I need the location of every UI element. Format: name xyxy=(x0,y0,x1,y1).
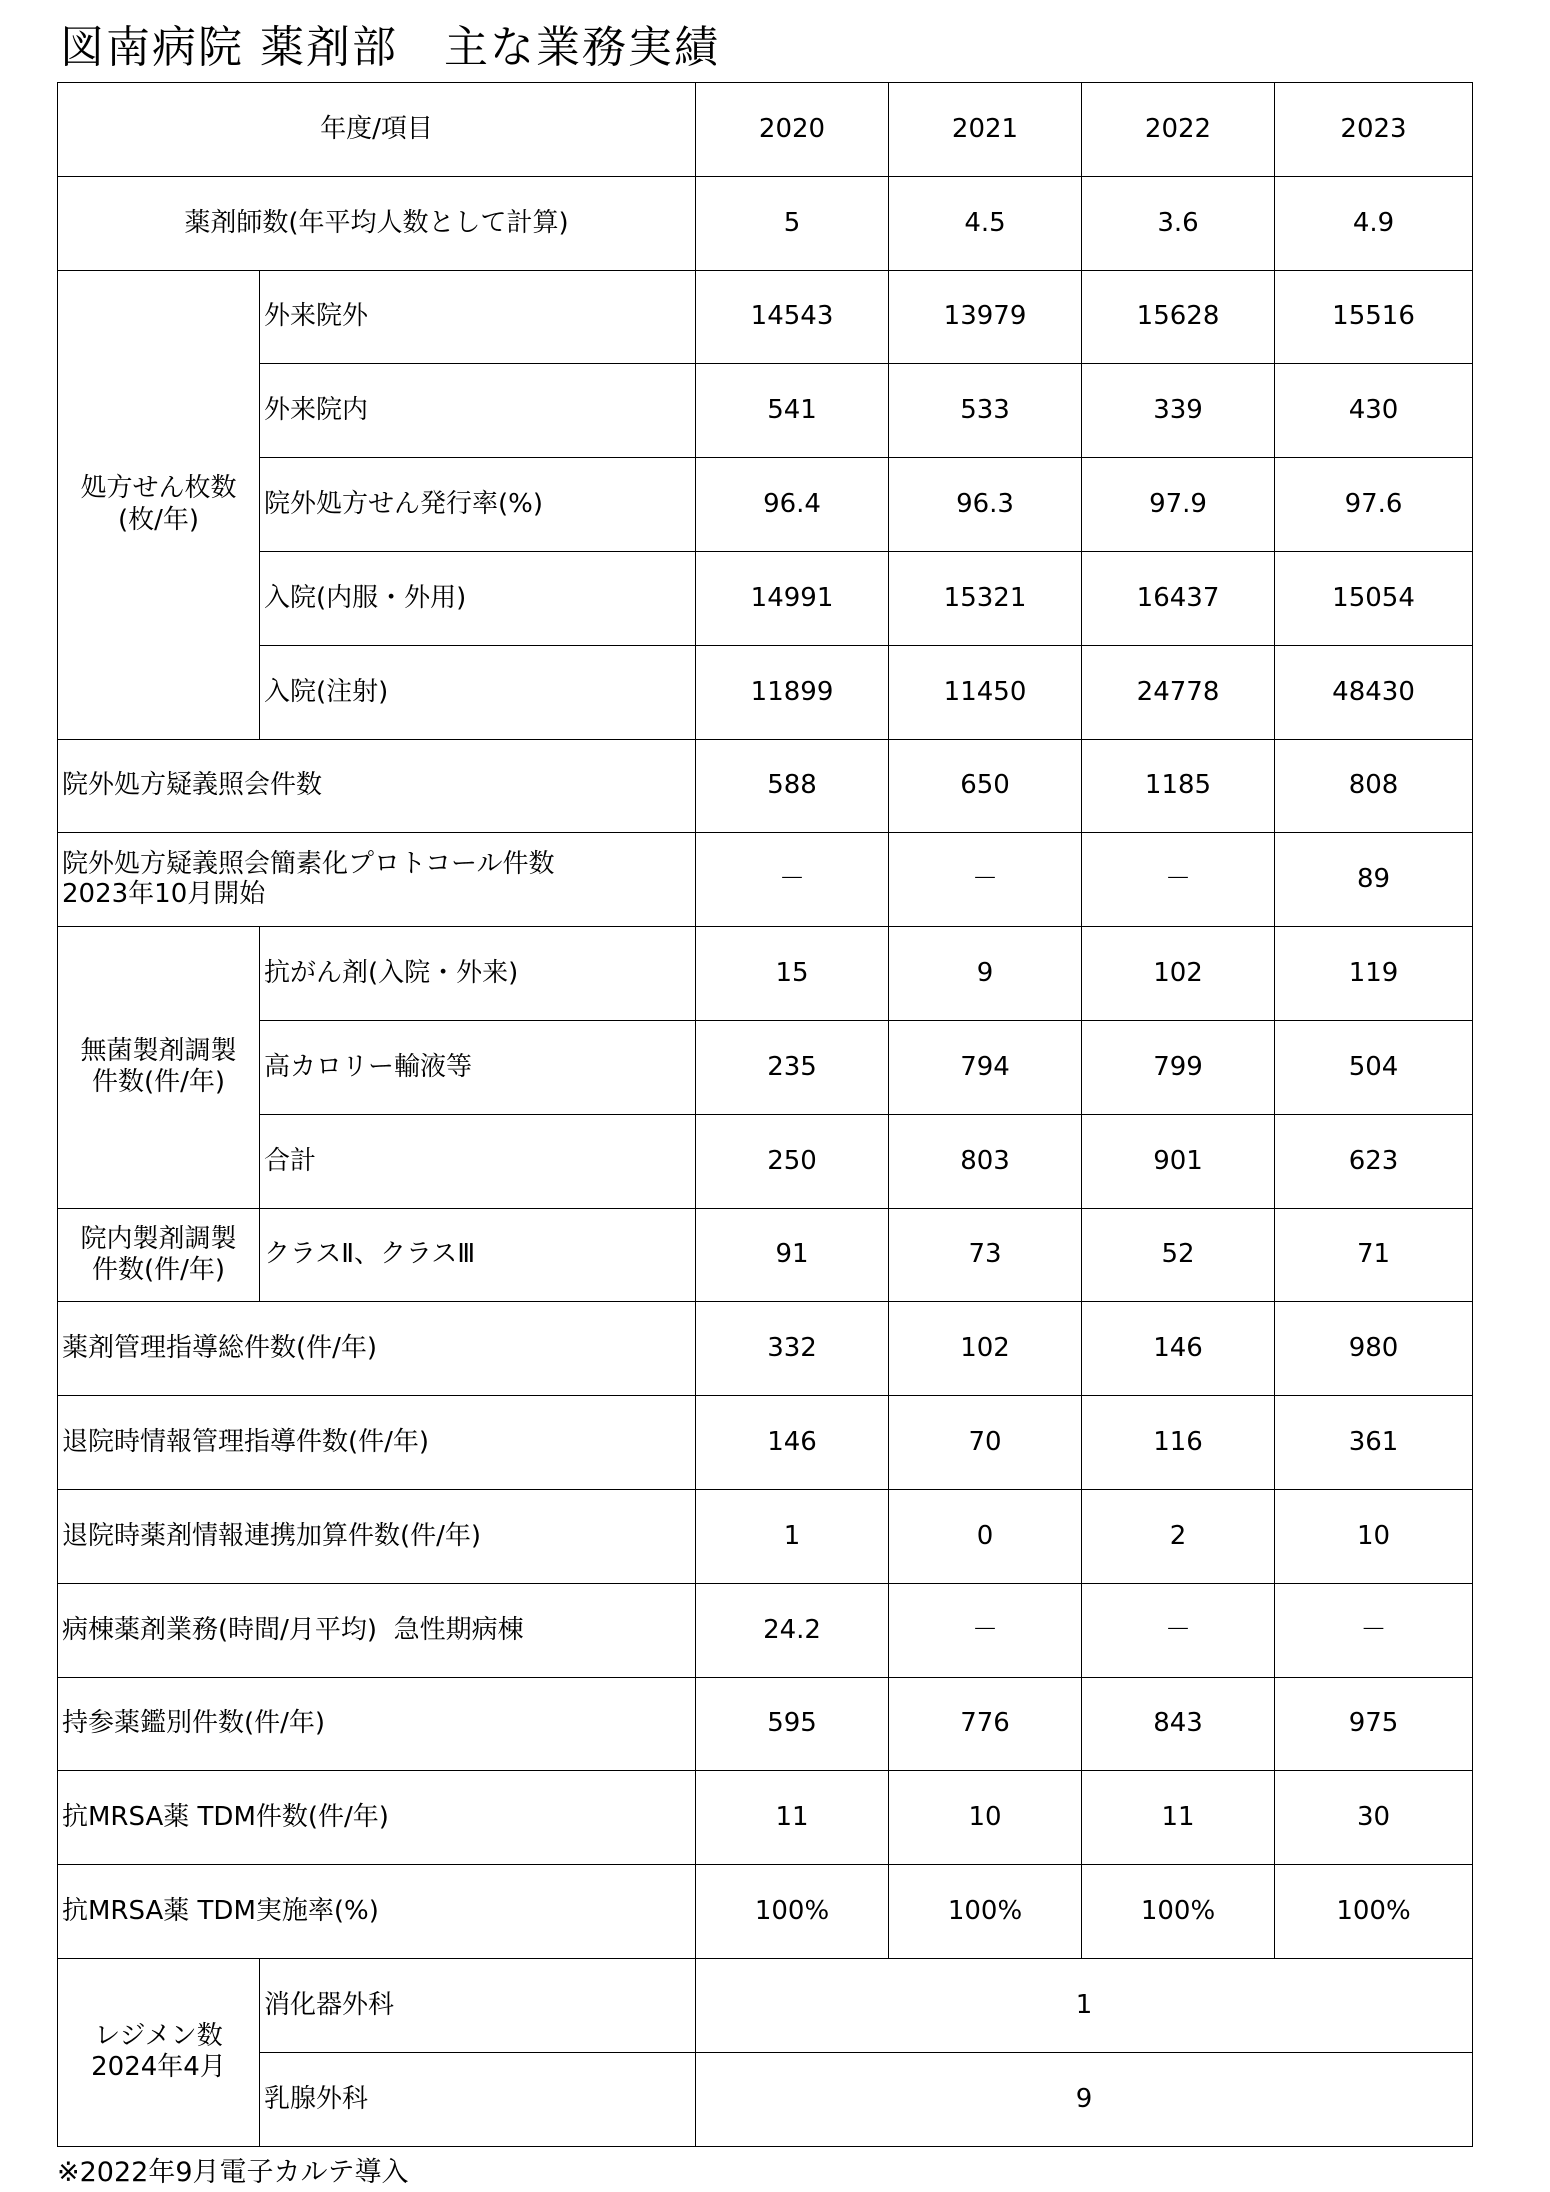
cell-value: 11 xyxy=(696,1771,889,1865)
table-row xyxy=(58,739,1473,833)
year-2020: 2020 xyxy=(696,83,889,177)
cell-value: 100% xyxy=(1275,1865,1473,1959)
table-row xyxy=(58,551,1473,645)
cell-value: 808 xyxy=(1275,739,1473,833)
footnote: ※2022年9月電子カルテ導入 xyxy=(57,2157,409,2188)
cell-value: 10 xyxy=(889,1771,1082,1865)
table-row xyxy=(58,458,1473,552)
table-row xyxy=(58,1958,1473,2052)
cell-value: 776 xyxy=(889,1677,1082,1771)
cell-value: 541 xyxy=(696,364,889,458)
row-label: 院外処方疑義照会件数 xyxy=(58,739,696,833)
cell-value: 15054 xyxy=(1275,551,1473,645)
cell-value: 15516 xyxy=(1275,270,1473,364)
row-label xyxy=(58,833,696,927)
cell-value: － xyxy=(1082,1583,1275,1677)
row-label: 薬剤師数(年平均人数として計算) xyxy=(58,176,696,270)
category-inhouse xyxy=(58,1208,260,1302)
cell-value: 623 xyxy=(1275,1114,1473,1208)
cell-value: 14543 xyxy=(696,270,889,364)
table-row xyxy=(58,176,1473,270)
cell-value: － xyxy=(889,833,1082,927)
cell-value: 361 xyxy=(1275,1396,1473,1490)
row-label: 入院(注射) xyxy=(260,645,696,739)
cell-value: 3.6 xyxy=(1082,176,1275,270)
cell-value: 9 xyxy=(696,2052,1473,2146)
cell-value: 843 xyxy=(1082,1677,1275,1771)
cell-value: 97.9 xyxy=(1082,458,1275,552)
cell-value: 15 xyxy=(696,927,889,1021)
row-label: 抗MRSA薬 TDM件数(件/年) xyxy=(58,1771,696,1865)
category-prescriptions xyxy=(58,270,260,739)
cell-value: 119 xyxy=(1275,927,1473,1021)
cell-value: 15321 xyxy=(889,551,1082,645)
table-row xyxy=(58,1865,1473,1959)
cell-value: 794 xyxy=(889,1020,1082,1114)
cell-value: 0 xyxy=(889,1489,1082,1583)
cell-value: 97.6 xyxy=(1275,458,1473,552)
row-label: 消化器外科 xyxy=(260,1958,696,2052)
cell-value: 73 xyxy=(889,1208,1082,1302)
cell-value: 339 xyxy=(1082,364,1275,458)
cell-value: 533 xyxy=(889,364,1082,458)
cell-value: 100% xyxy=(696,1865,889,1959)
row-label: 退院時情報管理指導件数(件/年) xyxy=(58,1396,696,1490)
category-line: レジメン数 xyxy=(94,2021,223,2052)
cell-value: 70 xyxy=(889,1396,1082,1490)
row-label: 外来院外 xyxy=(260,270,696,364)
table-row xyxy=(58,1208,1473,1302)
cell-value: 91 xyxy=(696,1208,889,1302)
page-title: 図南病院 薬剤部 主な業務実績 xyxy=(60,22,720,73)
table-row xyxy=(58,1771,1473,1865)
year-2022: 2022 xyxy=(1082,83,1275,177)
category-line: 処方せん枚数 xyxy=(80,473,237,504)
cell-value: 250 xyxy=(696,1114,889,1208)
cell-value: 975 xyxy=(1275,1677,1473,1771)
cell-value: 504 xyxy=(1275,1020,1473,1114)
cell-value: 235 xyxy=(696,1020,889,1114)
table-row xyxy=(58,645,1473,739)
table-row xyxy=(58,270,1473,364)
cell-value: 2 xyxy=(1082,1489,1275,1583)
cell-value: 11 xyxy=(1082,1771,1275,1865)
cell-value: 1185 xyxy=(1082,739,1275,833)
table-row xyxy=(58,1114,1473,1208)
cell-value: 9 xyxy=(889,927,1082,1021)
table-row xyxy=(58,364,1473,458)
cell-value: 430 xyxy=(1275,364,1473,458)
category-line: (枚/年) xyxy=(117,504,200,535)
cell-value: 102 xyxy=(889,1302,1082,1396)
cell-value: － xyxy=(696,833,889,927)
cell-value: 14991 xyxy=(696,551,889,645)
row-label: クラスⅡ、クラスⅢ xyxy=(260,1208,696,1302)
row-label: 院外処方せん発行率(%) xyxy=(260,458,696,552)
cell-value: 96.4 xyxy=(696,458,889,552)
cell-value: 803 xyxy=(889,1114,1082,1208)
table-row xyxy=(58,833,1473,927)
category-regimen xyxy=(58,1958,260,2146)
row-label-line1: 院外処方疑義照会簡素化プロトコール件数 xyxy=(62,848,555,879)
cell-value: 16437 xyxy=(1082,551,1275,645)
cell-value: 332 xyxy=(696,1302,889,1396)
cell-value: 901 xyxy=(1082,1114,1275,1208)
cell-value: 89 xyxy=(1275,833,1473,927)
year-2021: 2021 xyxy=(889,83,1082,177)
row-label: 退院時薬剤情報連携加算件数(件/年) xyxy=(58,1489,696,1583)
category-line: 2024年4月 xyxy=(91,2052,226,2083)
cell-value: 146 xyxy=(1082,1302,1275,1396)
category-sterile xyxy=(58,927,260,1208)
table-row xyxy=(58,1396,1473,1490)
cell-value: 588 xyxy=(696,739,889,833)
row-label-line2: 2023年10月開始 xyxy=(62,878,266,909)
cell-value: 11899 xyxy=(696,645,889,739)
table-row xyxy=(58,1020,1473,1114)
performance-table xyxy=(57,82,1473,2147)
cell-value: 5 xyxy=(696,176,889,270)
cell-value: 71 xyxy=(1275,1208,1473,1302)
row-label: 合計 xyxy=(260,1114,696,1208)
row-label: 薬剤管理指導総件数(件/年) xyxy=(58,1302,696,1396)
cell-value: 100% xyxy=(889,1865,1082,1959)
header-row xyxy=(58,83,1473,177)
table-row xyxy=(58,2052,1473,2146)
cell-value: － xyxy=(889,1583,1082,1677)
cell-value: 4.9 xyxy=(1275,176,1473,270)
cell-value: 52 xyxy=(1082,1208,1275,1302)
cell-value: 595 xyxy=(696,1677,889,1771)
category-line: 件数(件/年) xyxy=(91,1254,226,1285)
year-2023: 2023 xyxy=(1275,83,1473,177)
cell-value: 24.2 xyxy=(696,1583,889,1677)
cell-value: － xyxy=(1275,1583,1473,1677)
table-row xyxy=(58,1302,1473,1396)
row-label: 高カロリー輸液等 xyxy=(260,1020,696,1114)
cell-value: 15628 xyxy=(1082,270,1275,364)
row-label: 外来院内 xyxy=(260,364,696,458)
cell-value: 100% xyxy=(1082,1865,1275,1959)
cell-value: 1 xyxy=(696,1489,889,1583)
header-label: 年度/項目 xyxy=(58,83,696,177)
category-line: 無菌製剤調製 xyxy=(80,1036,237,1067)
category-line: 院内製剤調製 xyxy=(80,1223,237,1254)
row-label: 抗MRSA薬 TDM実施率(%) xyxy=(58,1865,696,1959)
cell-value: 650 xyxy=(889,739,1082,833)
cell-value: 13979 xyxy=(889,270,1082,364)
cell-value: 24778 xyxy=(1082,645,1275,739)
row-label: 乳腺外科 xyxy=(260,2052,696,2146)
cell-value: 96.3 xyxy=(889,458,1082,552)
cell-value: 1 xyxy=(696,1958,1473,2052)
row-label: 抗がん剤(入院・外来) xyxy=(260,927,696,1021)
category-line: 件数(件/年) xyxy=(91,1067,226,1098)
row-label: 入院(内服・外用) xyxy=(260,551,696,645)
table-row xyxy=(58,927,1473,1021)
cell-value: 102 xyxy=(1082,927,1275,1021)
cell-value: － xyxy=(1082,833,1275,927)
cell-value: 799 xyxy=(1082,1020,1275,1114)
table-row xyxy=(58,1583,1473,1677)
cell-value: 11450 xyxy=(889,645,1082,739)
row-label: 病棟薬剤業務(時間/月平均) 急性期病棟 xyxy=(58,1583,696,1677)
cell-value: 30 xyxy=(1275,1771,1473,1865)
cell-value: 116 xyxy=(1082,1396,1275,1490)
cell-value: 980 xyxy=(1275,1302,1473,1396)
cell-value: 10 xyxy=(1275,1489,1473,1583)
table-row xyxy=(58,1489,1473,1583)
row-label: 持参薬鑑別件数(件/年) xyxy=(58,1677,696,1771)
table-row xyxy=(58,1677,1473,1771)
cell-value: 48430 xyxy=(1275,645,1473,739)
cell-value: 146 xyxy=(696,1396,889,1490)
cell-value: 4.5 xyxy=(889,176,1082,270)
